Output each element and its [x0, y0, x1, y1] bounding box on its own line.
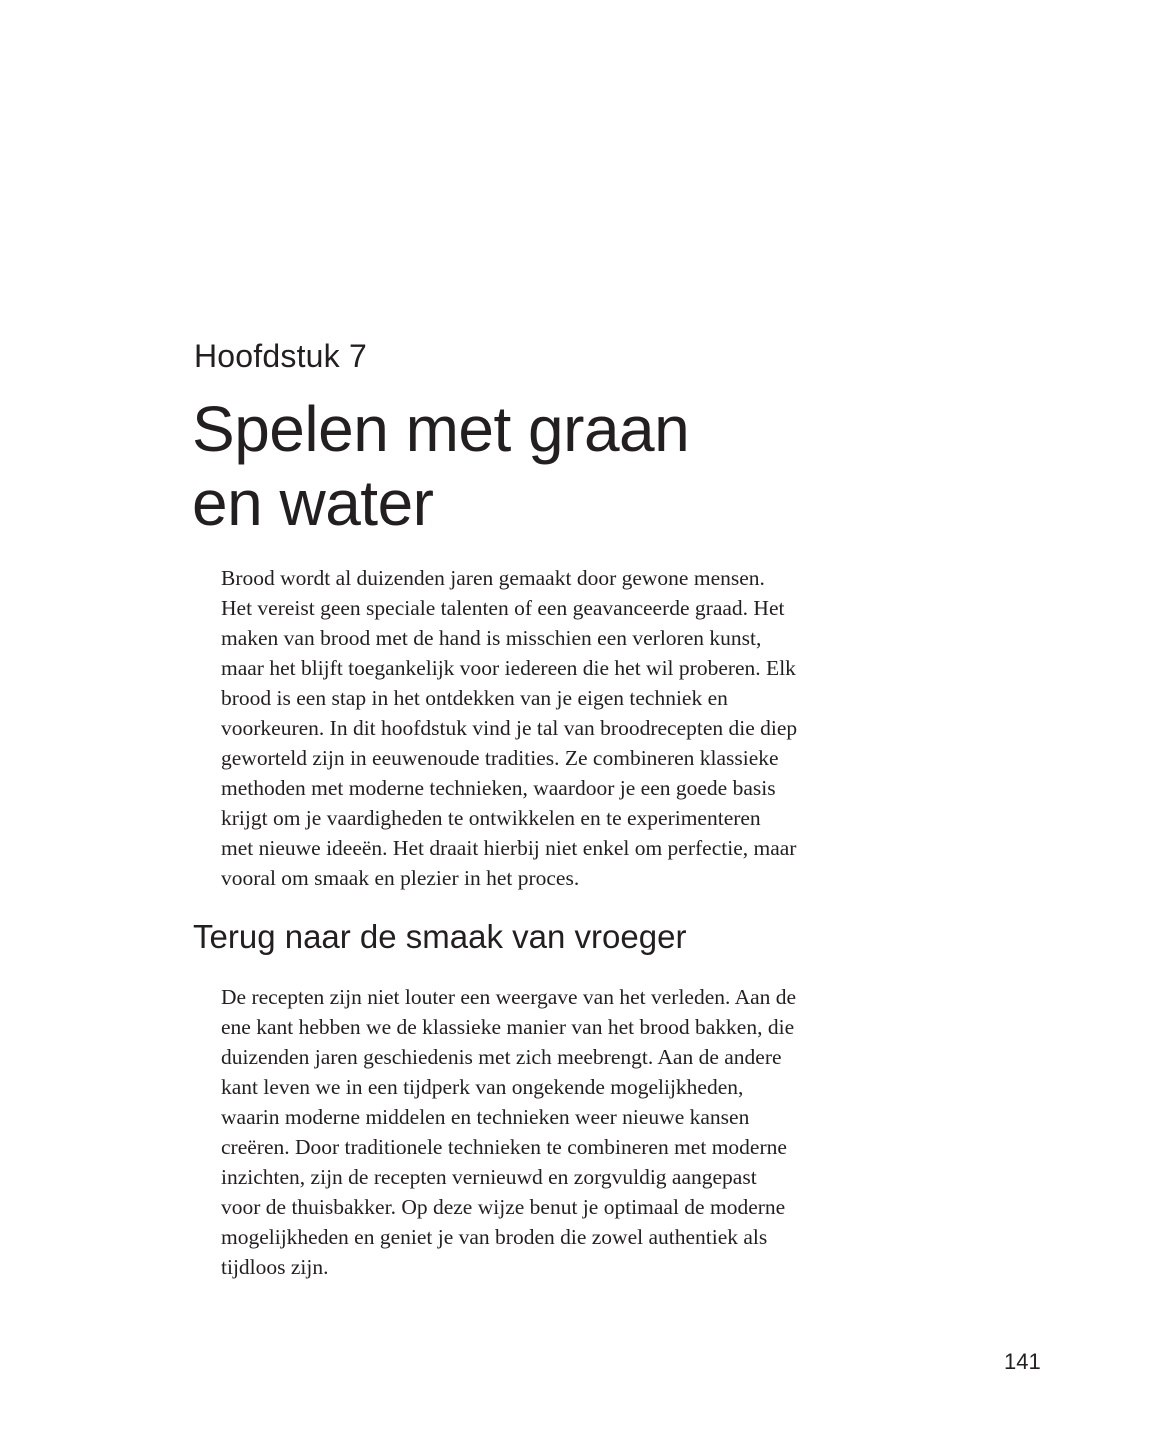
- section-heading: Terug naar de smaak van vroeger: [193, 918, 687, 955]
- intro-line: Het vereist geen speciale talenten of een geavanceerde graad. Het: [221, 596, 785, 620]
- section-line: waarin moderne middelen en technieken weer nieuwe kansen: [221, 1105, 750, 1129]
- intro-line: voorkeuren. In dit hoofdstuk vind je tal van broodrecepten die diep: [221, 716, 798, 740]
- intro-line: vooral om smaak en plezier in het proces.: [221, 866, 580, 890]
- intro-paragraph: [221, 563, 881, 893]
- intro-line: krijgt om je vaardigheden te ontwikkelen en te experimenteren: [221, 806, 761, 830]
- section-line: kant leven we in een tijdperk van ongekende mogelijkheden,: [221, 1075, 744, 1099]
- chapter-title: [192, 392, 892, 540]
- section-line: voor de thuisbakker. Op deze wijze benut je optimaal de moderne: [221, 1195, 786, 1219]
- intro-line: geworteld zijn in eeuwenoude tradities. Ze combineren klassieke: [221, 746, 779, 770]
- intro-line: maken van brood met de hand is misschien een verloren kunst,: [221, 626, 762, 650]
- section-line: duizenden jaren geschiedenis met zich meebrengt. Aan de andere: [221, 1045, 782, 1069]
- intro-line: Brood wordt al duizenden jaren gemaakt door gewone mensen.: [221, 566, 765, 590]
- chapter-title-line: en water: [192, 467, 434, 539]
- section-line: De recepten zijn niet louter een weergave van het verleden. Aan de: [221, 985, 797, 1009]
- section-line: tijdloos zijn.: [221, 1255, 329, 1279]
- intro-line: met nieuwe ideeën. Het draait hierbij niet enkel om perfectie, maar: [221, 836, 797, 860]
- chapter-label: Hoofdstuk 7: [194, 338, 367, 374]
- section-line: mogelijkheden en geniet je van broden die zowel authentiek als: [221, 1225, 768, 1249]
- intro-line: methoden met moderne technieken, waardoor je een goede basis: [221, 776, 776, 800]
- intro-line: maar het blijft toegankelijk voor iedereen die het wil proberen. Elk: [221, 656, 796, 680]
- section-line: ene kant hebben we de klassieke manier van het brood bakken, die: [221, 1015, 795, 1039]
- section-line: inzichten, zijn de recepten vernieuwd en zorgvuldig aangepast: [221, 1165, 757, 1189]
- intro-line: brood is een stap in het ontdekken van je eigen techniek en: [221, 686, 728, 710]
- page-number: 141: [1004, 1349, 1041, 1374]
- section-line: creëren. Door traditionele technieken te combineren met moderne: [221, 1135, 787, 1159]
- section-paragraph: [221, 982, 881, 1282]
- chapter-title-line: Spelen met graan: [192, 393, 690, 465]
